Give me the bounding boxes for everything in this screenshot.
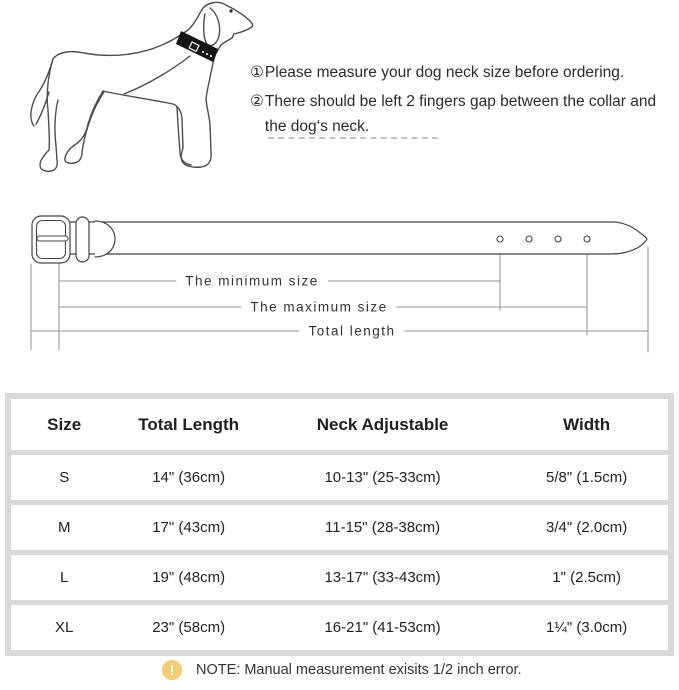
note (162, 660, 522, 680)
collar-stud (210, 55, 212, 57)
instruction-item-1 (250, 60, 665, 85)
size-table-header-row (8, 396, 671, 453)
cell-total-length: 19" (48cm) (117, 553, 260, 603)
collar-buckle-pin (37, 236, 68, 241)
cell-neck-adjustable: 11-15" (28-38cm) (260, 503, 505, 553)
collar-stud (202, 51, 204, 53)
col-header-total-length: Total Length (138, 414, 240, 434)
cell-total-length: 17" (43cm) (117, 503, 260, 553)
instruction-marker-1: ① (250, 64, 264, 81)
cell-width: 3/4" (2.0cm) (505, 503, 671, 553)
instruction-underline (268, 137, 438, 139)
cell-neck-adjustable: 13-17" (33-43cm) (260, 553, 505, 603)
dog-collar (176, 31, 218, 62)
instruction-text-1: Please measure your dog neck size before ordering. (264, 64, 625, 81)
table-row-xl (8, 603, 671, 654)
collar-hole (497, 236, 503, 242)
collar-hole (526, 236, 532, 242)
dog-far-front-leg (177, 107, 191, 165)
cell-width: 1" (2.5cm) (505, 553, 671, 603)
cell-total-length: 14" (36cm) (117, 453, 260, 503)
label-maximum-size: The maximum size (241, 300, 396, 315)
cell-size: S (8, 453, 117, 503)
instruction-text-2: There should be left 2 fingers gap between the collar and the dog‘s neck. (264, 93, 657, 135)
dog-ear (204, 8, 220, 46)
table-row-s (8, 453, 671, 503)
label-total-length: Total length (299, 324, 404, 339)
cell-size: XL (8, 603, 117, 654)
cell-size: M (8, 503, 117, 553)
collar-hole (555, 236, 561, 242)
warning-icon: ! (162, 660, 182, 680)
dog-illustration (20, 0, 260, 195)
dog-far-hind-leg (40, 62, 58, 171)
table-row-l (8, 553, 671, 603)
instruction-marker-2: ② (250, 93, 264, 110)
cell-width: 1¼" (3.0cm) (505, 603, 671, 654)
cell-neck-adjustable: 10-13" (25-33cm) (260, 453, 505, 503)
collar-stud (206, 53, 208, 55)
label-minimum-size: The minimum size (176, 274, 328, 289)
dog-near-hind-leg (65, 91, 104, 163)
table-row-m (8, 503, 671, 553)
col-header-width: Width (563, 414, 611, 434)
size-table (5, 393, 674, 656)
dog-eye (229, 9, 232, 12)
dog-shoulder-line (124, 56, 190, 94)
cell-size: L (8, 553, 117, 603)
col-header-size: Size (47, 414, 82, 434)
instruction-item-2 (250, 89, 665, 139)
cell-total-length: 23" (58cm) (117, 603, 260, 654)
cell-neck-adjustable: 16-21" (41-53cm) (260, 603, 505, 654)
instructions (250, 60, 665, 143)
note-text: NOTE: Manual measurement exisits 1/2 inch error. (196, 662, 522, 678)
collar-hole (584, 236, 590, 242)
cell-width: 5/8" (1.5cm) (505, 453, 671, 503)
collar-keeper (76, 217, 89, 262)
col-header-neck-adjustable: Neck Adjustable (316, 414, 449, 434)
